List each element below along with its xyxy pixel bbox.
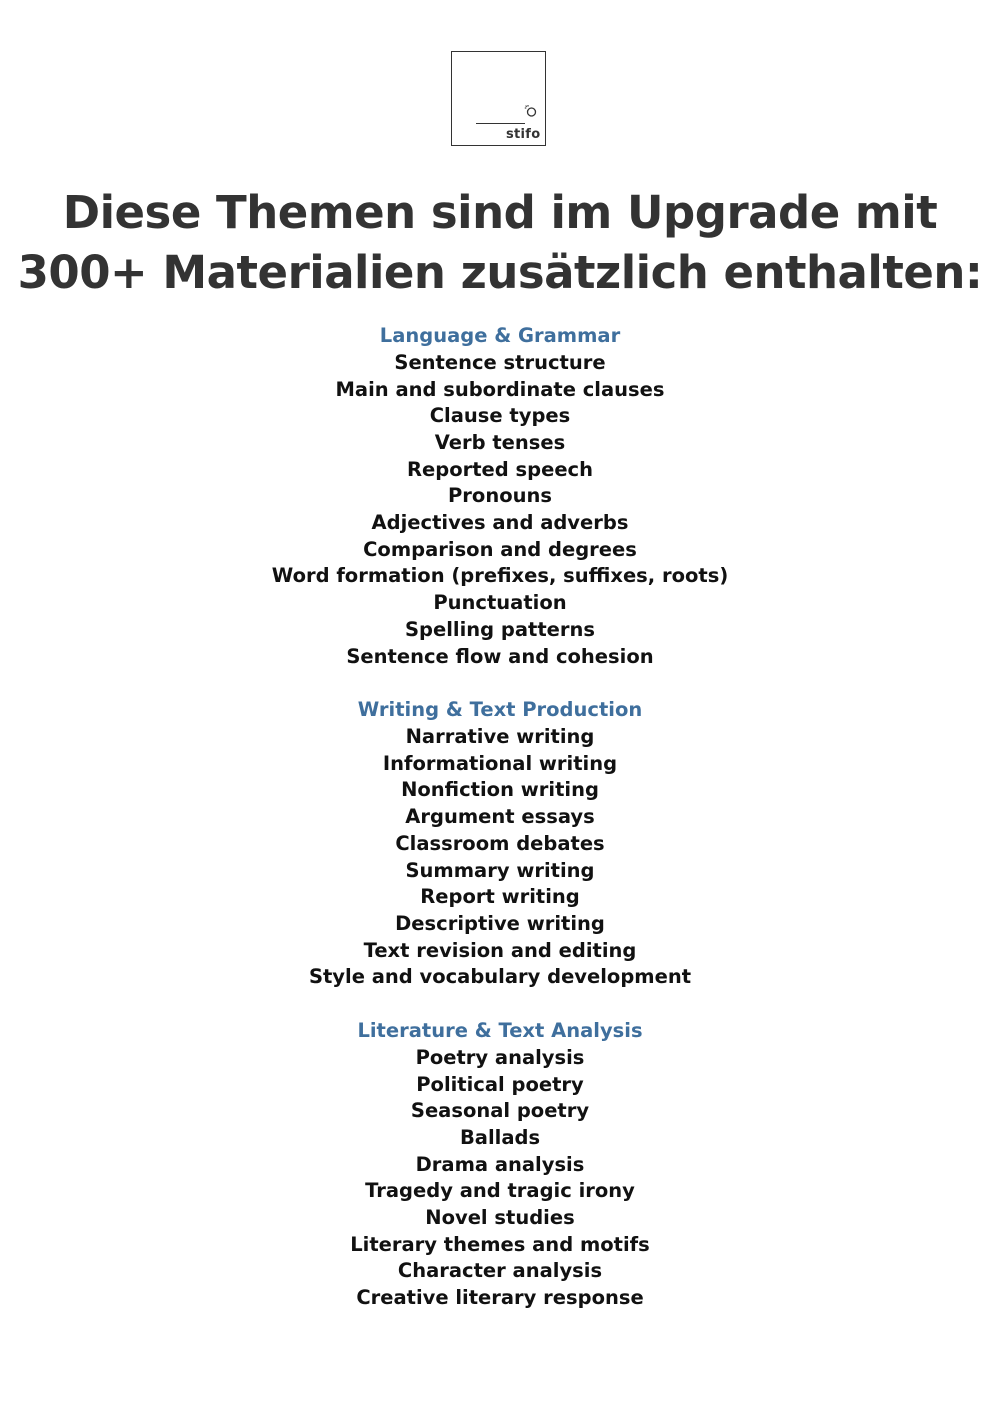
section-title: Language & Grammar bbox=[379, 324, 621, 347]
title-line-1: Diese Themen sind im Upgrade mit bbox=[62, 186, 938, 239]
list-item: Comparison and degrees bbox=[363, 537, 637, 561]
list-item: Report writing bbox=[420, 885, 580, 909]
section-title: Writing & Text Production bbox=[357, 698, 643, 722]
list-item: Adjectives and adverbs bbox=[371, 511, 629, 535]
list-item: Text revision and editing bbox=[363, 938, 637, 962]
logo-divider bbox=[476, 123, 525, 124]
list-item: Tragedy and tragic irony bbox=[365, 1179, 635, 1203]
list-item: Character analysis bbox=[397, 1259, 603, 1283]
list-item: Sentence structure bbox=[394, 350, 606, 374]
list-item: Word formation (prefixes, suffixes, roots) bbox=[271, 564, 729, 588]
list-item: Drama analysis bbox=[415, 1152, 585, 1176]
section-writing-text-production bbox=[0, 697, 1000, 991]
list-item: Main and subordinate clauses bbox=[335, 377, 665, 401]
list-item: Reported speech bbox=[407, 457, 593, 481]
section-language-grammar bbox=[0, 323, 1000, 670]
list-item: Punctuation bbox=[433, 591, 567, 615]
list-item: Informational writing bbox=[382, 751, 618, 775]
page-title bbox=[0, 183, 1000, 303]
list-item: Argument essays bbox=[405, 805, 595, 829]
list-item: Nonfiction writing bbox=[401, 778, 599, 802]
list-item: Verb tenses bbox=[434, 430, 566, 454]
list-item: Spelling patterns bbox=[404, 617, 595, 641]
title-line-2: 300+ Materialien zusätzlich enthalten: bbox=[17, 246, 983, 299]
list-item: Descriptive writing bbox=[395, 911, 605, 935]
list-item: Classroom debates bbox=[395, 831, 605, 855]
list-item: Seasonal poetry bbox=[410, 1099, 590, 1123]
list-item: Political poetry bbox=[416, 1072, 584, 1096]
logo-text: stifo bbox=[506, 127, 541, 142]
section-literature-text-analysis bbox=[0, 1018, 1000, 1312]
stifo-logo bbox=[451, 51, 546, 146]
list-item: Sentence flow and cohesion bbox=[346, 644, 654, 668]
list-item: Creative literary response bbox=[356, 1286, 644, 1310]
list-item: Style and vocabulary development bbox=[308, 965, 692, 989]
list-item: Poetry analysis bbox=[415, 1045, 585, 1069]
list-item: Summary writing bbox=[405, 858, 595, 882]
list-item: Novel studies bbox=[425, 1206, 575, 1230]
list-item: Narrative writing bbox=[405, 725, 595, 749]
list-item: Ballads bbox=[459, 1125, 541, 1149]
list-item: Clause types bbox=[429, 404, 571, 428]
topic-list bbox=[0, 323, 1000, 1339]
section-title: Literature & Text Analysis bbox=[357, 1019, 643, 1043]
sun-moon-icon bbox=[524, 104, 538, 118]
list-item: Pronouns bbox=[448, 484, 552, 508]
list-item: Literary themes and motifs bbox=[350, 1232, 650, 1256]
